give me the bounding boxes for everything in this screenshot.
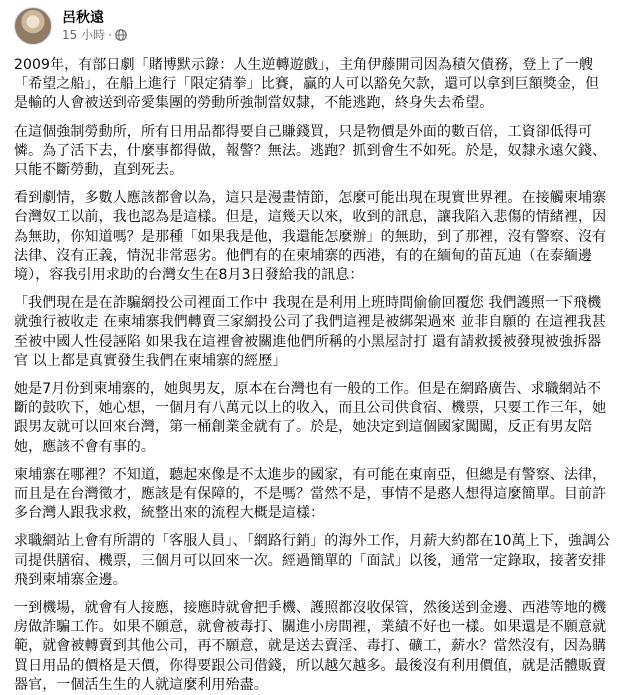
post-paragraph: 求職網站上會有所謂的「客服人員」、「網路行銷」的海外工作，月薪大約都在10萬上下，強調公司提供膳宿、機票，三個月可以回來一次。經過簡單的「面試」以後，通常一定錄取，接著安排飛到柬埔寨金邊。 — [14, 533, 611, 588]
post-header — [14, 0, 611, 48]
post-paragraph: 2009年，有部日劇「賭博默示錄：人生逆轉遊戲」，主角伊藤開司因為積欠債務，登上了一艘「希望之船」，在船上進行「限定猜拳」比賽，贏的人可以豁免欠款，還可以拿到巨額獎金，但是輸的人會被送到帝愛集團的勞動所強制當奴隸，不能逃跑，終身失去希望。 — [14, 57, 600, 112]
post-paragraph: 在這個強制勞動所，所有日用品都得要自己賺錢買，只是物價是外面的數百倍，工資卻低得可憐。為了活下去，什麼事都得做，報警？無法。逃跑？抓到會生不如死。於是，奴隸永遠欠錢、只能不斷勞動，直到死去。 — [14, 123, 607, 179]
post-paragraph: 她是7月份到柬埔寨的，她與男友，原本在台灣也有一般的工作。但是在網路廣告、求職網站不斷的鼓吹下，她心想，一個月有八萬元以上的收入，而且公司供食宿、機票，只要工作三年，她跟男友就可以回來台灣，第一桶創業金就有了。於是，她決定到這個國家闖闖，反正有男友陪她，應該不會有事的。 — [14, 381, 607, 455]
post-body — [14, 56, 611, 695]
post-meta — [62, 9, 127, 43]
author-avatar[interactable] — [14, 7, 52, 45]
post-paragraph: 看到劇情，多數人應該都會以為，這只是漫畫情節，怎麼可能出現在現實世界裡。在接觸柬埔寨台灣奴工以前，我也認為是這樣。但是，這幾天以來，收到的訊息，讓我陷入悲傷的情緒裡，因為無助，你知道嗎？是那種「如果我是他，我還能怎麼辦」的無助，到了那裡，沒有警察、沒有法律、沒有正義，情況非常惡劣。他們有的在柬埔寨的西港，有的在緬甸的苗瓦迪（在泰緬邊境），容我引用求助的台灣女生在8月3日發給我的訊息： — [14, 190, 607, 284]
post-paragraph: 一到機場，就會有人接應，接應時就會把手機、護照都沒收保管，然後送到金邊、西港等地的機房做詐騙工作。如果不願意，就會被毒打、關進小房間裡，業績不好也一樣。如果還是不願意就範，就會被轉賣到其他公司，再不願意，就是送去賣淫、毒打、礦工，薪水？當然沒有，因為購買日用品的價格是天價，你得要跟公司借錢，所以越欠越多。最後沒有利用價值，就是活體販賣器官，一個活生生的人就這麼利用殆盡。 — [14, 600, 607, 693]
globe-icon[interactable] — [115, 29, 127, 41]
post-paragraph: 「我們現在是在詐騙網投公司裡面工作中 我現在是利用上班時間偷偷回覆您 我們護照一下飛機就強行被收走 在柬埔寨我們轉賣三家網投公司了我們這裡是被綁架過來 並非自願的 在這裡我甚至被中國人性侵誣陷 如果我在這裡會被關進他們所稱的小黑屋討打 還有請救援被發現被強拆器官 以上都是真實發生我們在柬埔寨的經歷」 — [14, 295, 606, 369]
meta-separator: · — [108, 28, 112, 42]
post-time[interactable]: 15 小時 — [62, 28, 106, 42]
post-subline — [62, 27, 127, 43]
post-paragraph: 柬埔寨在哪裡？不知道，聽起來像是不太進步的國家，有可能在東南亞，但總是有警察、法律，而且是在台灣徵才，應該是有保障的，不是嗎？當然不是，事情不是憨人想得這麼簡單。目前許多台灣人跟我求救，統整出來的流程大概是這樣： — [14, 466, 607, 522]
author-name[interactable]: 呂秋遠 — [62, 10, 104, 26]
